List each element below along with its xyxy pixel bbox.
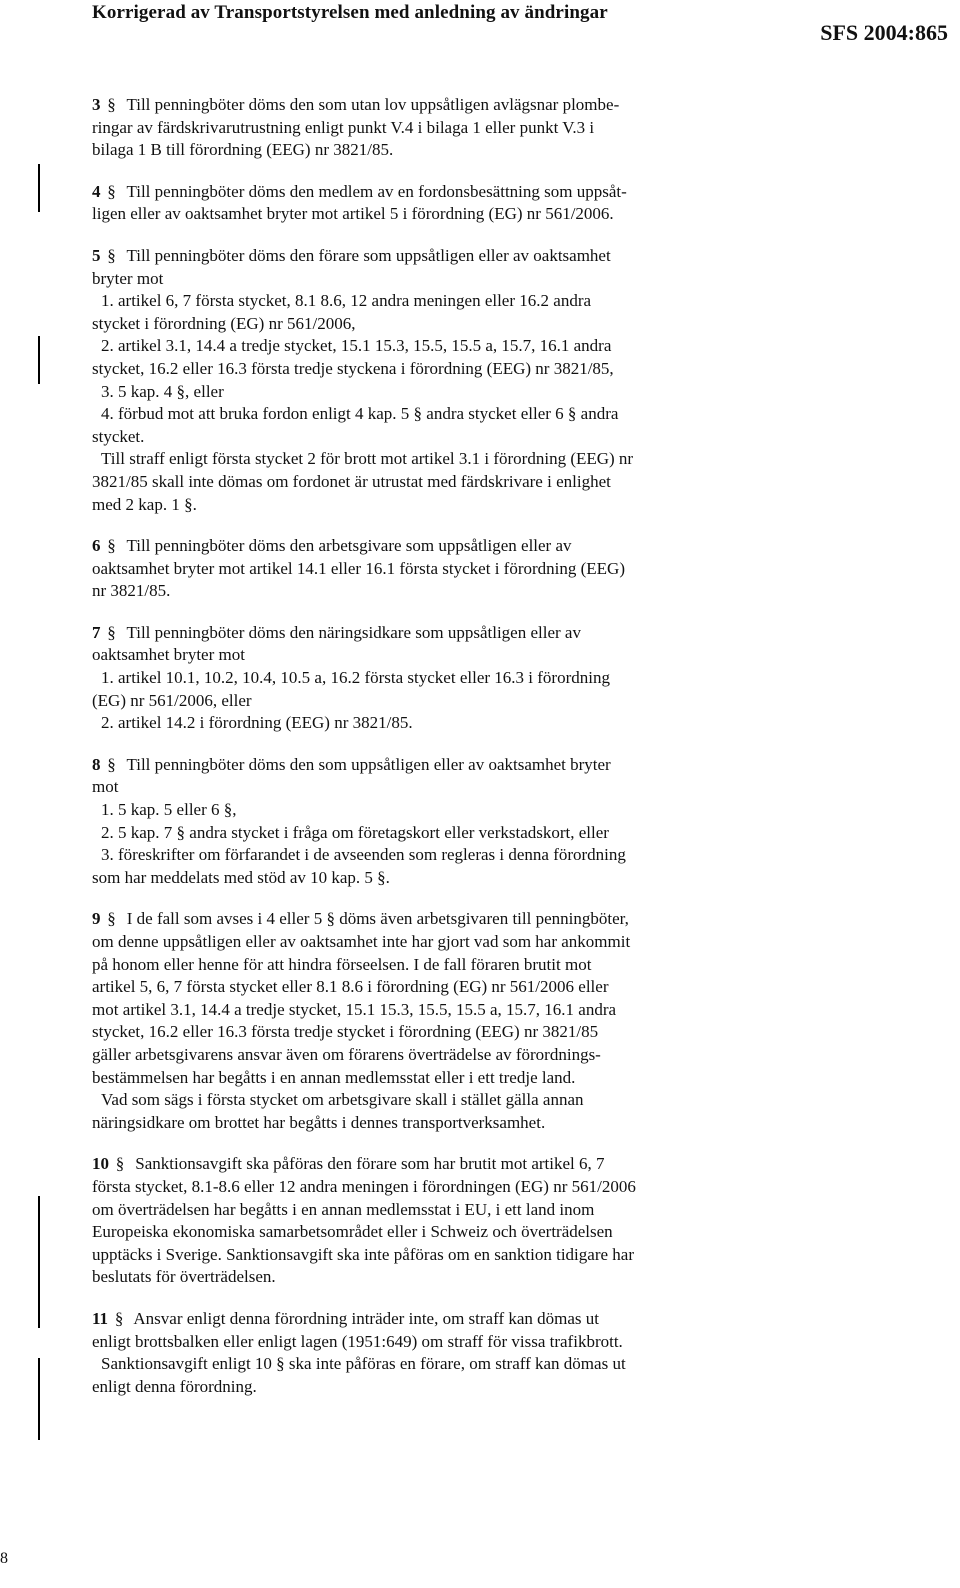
list-item: 3. 5 kap. 4 §, eller xyxy=(101,381,224,401)
text-line: om denne uppsåtligen eller av oaktsamhet inte har gjort vad som har ankommit xyxy=(92,932,631,951)
text-line: 3821/85 skall inte dömas om fordonet är utrustat med färdskrivare i enlighet xyxy=(92,471,611,491)
list-item: 1. artikel 6, 7 första stycket, 8.1 8.6, 12 andra meningen eller 16.2 andra xyxy=(101,291,592,311)
text-line: Sanktionsavgift ska påföras den förare som har brutit mot artikel 6, 7 xyxy=(135,1154,605,1174)
text-line: Till penningböter döms den näringsidkare som uppsåtligen eller av xyxy=(126,622,581,642)
sfs-number: SFS 2004:865 xyxy=(820,20,948,45)
text-line: (EG) nr 561/2006, eller xyxy=(92,690,252,710)
list-item: 2. artikel 14.2 i förordning (EEG) nr 3821/85. xyxy=(101,713,413,733)
section-number: 4 xyxy=(92,181,101,201)
section-4 xyxy=(92,181,728,226)
section-number: 10 xyxy=(92,1154,109,1174)
text-line: Sanktionsavgift enligt 10 § ska inte påföras en förare, om straff kan dömas ut xyxy=(101,1354,626,1374)
text-line: Till penningböter döms den arbetsgivare som uppsåtligen eller av xyxy=(126,536,572,556)
section-10 xyxy=(92,1153,728,1289)
text-line: Till straff enligt första stycket 2 för brott mot artikel 3.1 i förordning (EEG) nr xyxy=(101,449,634,469)
change-bar-section-11 xyxy=(38,1358,40,1440)
paragraph-sign: § xyxy=(115,1154,125,1174)
change-bar-section-4 xyxy=(38,164,40,212)
text-line: Vad som sägs i första stycket om arbetsgivare skall i stället gälla annan xyxy=(101,1090,584,1110)
section-9 xyxy=(92,908,728,1134)
text-line: enligt denna förordning. xyxy=(92,1376,257,1396)
change-bar-section-5 xyxy=(38,336,40,384)
text-line: på honom eller henne för att hindra förseelsen. I de fall föraren brutit mot xyxy=(92,954,592,974)
list-item: 3. föreskrifter om förfarandet i de avseenden som regleras i denna förordning xyxy=(101,845,626,865)
text-line: stycket, 16.2 eller 16.3 första tredje stycket i förordning (EEG) nr 3821/85 xyxy=(92,1022,599,1042)
text-line: Europeiska ekonomiska samarbetsområdet eller i Schweiz och överträdelsen xyxy=(92,1222,613,1242)
text-line: som har meddelats med stöd av 10 kap. 5 §. xyxy=(92,867,390,887)
change-bar-section-10 xyxy=(38,1196,40,1328)
paragraph-sign: § xyxy=(107,909,116,929)
page-header xyxy=(0,0,960,44)
list-item: 1. artikel 10.1, 10.2, 10.4, 10.5 a, 16.2 första stycket eller 16.3 i förordning xyxy=(101,668,610,688)
section-5 xyxy=(92,245,728,516)
paragraph-sign: § xyxy=(107,181,116,201)
text-line: med 2 kap. 1 §. xyxy=(92,494,197,514)
text-line: första stycket, 8.1-8.6 eller 12 andra meningen i förordningen (EG) nr 561/2006 xyxy=(92,1176,636,1196)
text-line: näringsidkare om brottet har begåtts i dennes transportverksamhet. xyxy=(92,1112,546,1132)
section-number: 7 xyxy=(92,622,101,642)
paragraph-sign: § xyxy=(107,245,116,265)
paragraph-sign: § xyxy=(107,536,116,556)
text-line: beslutats för överträdelsen. xyxy=(92,1267,276,1287)
text-line: ringar av färdskrivarutrustning enligt punkt V.4 i bilaga 1 eller punkt V.3 i xyxy=(92,117,595,137)
text-line: mot xyxy=(92,777,119,797)
text-line: upptäcks i Sverige. Sanktionsavgift ska inte påföras om en sanktion tidigare har xyxy=(92,1244,634,1264)
text-line: stycket. xyxy=(92,426,145,446)
section-11 xyxy=(92,1308,728,1398)
text-line: stycket i förordning (EG) nr 561/2006, xyxy=(92,313,356,333)
section-3 xyxy=(92,94,728,162)
section-number: 6 xyxy=(92,536,101,556)
paragraph-sign: § xyxy=(114,1308,124,1328)
text-line: ligen eller av oaktsamhet bryter mot artikel 5 i förordning (EG) nr 561/2006. xyxy=(92,204,614,224)
paragraph-sign: § xyxy=(107,754,116,774)
section-7 xyxy=(92,622,728,735)
document-body xyxy=(92,94,728,1398)
page-number: 8 xyxy=(0,1550,8,1567)
text-line: Till penningböter döms den som utan lov uppsåtligen avlägsnar plombe- xyxy=(126,95,620,114)
paragraph-sign: § xyxy=(107,95,116,114)
text-line: oaktsamhet bryter mot xyxy=(92,645,245,665)
text-line: stycket, 16.2 eller 16.3 första tredje styckena i förordning (EEG) nr 3821/85, xyxy=(92,358,614,378)
text-line: bilaga 1 B till förordning (EEG) nr 3821/85. xyxy=(92,140,394,160)
list-item: 2. 5 kap. 7 § andra stycket i fråga om företagskort eller verkstadskort, eller xyxy=(101,822,609,842)
text-line: enligt brottsbalken eller enligt lagen (1951:649) om straff för vissa trafikbrott. xyxy=(92,1331,623,1351)
text-line: gäller arbetsgivarens ansvar även om förarens överträdelse av förordnings- xyxy=(92,1044,601,1064)
text-line: nr 3821/85. xyxy=(92,581,171,601)
text-line: Till penningböter döms den medlem av en fordonsbesättning som uppsåt- xyxy=(126,181,627,201)
text-line: mot artikel 3.1, 14.4 a tredje stycket, 15.1 15.3, 15.5, 15.5 a, 15.7, 16.1 andra xyxy=(92,999,617,1019)
text-line: Till penningböter döms den förare som uppsåtligen eller av oaktsamhet xyxy=(126,245,611,265)
text-line: artikel 5, 6, 7 första stycket eller 8.1 8.6 i förordning (EG) nr 561/2006 eller xyxy=(92,977,609,997)
section-number: 5 xyxy=(92,245,101,265)
text-line: Till penningböter döms den som uppsåtligen eller av oaktsamhet bryter xyxy=(126,754,611,774)
section-number: 11 xyxy=(92,1308,109,1328)
paragraph-sign: § xyxy=(107,622,116,642)
section-number: 9 xyxy=(92,909,101,929)
text-line: I de fall som avses i 4 eller 5 § döms även arbetsgivaren till penningböter, xyxy=(126,909,629,929)
section-6 xyxy=(92,535,728,603)
text-line: oaktsamhet bryter mot artikel 14.1 eller 16.1 första stycket i förordning (EEG) xyxy=(92,558,625,578)
section-8 xyxy=(92,754,728,890)
text-line: Ansvar enligt denna förordning inträder inte, om straff kan dömas ut xyxy=(133,1308,600,1328)
text-line: bryter mot xyxy=(92,268,164,288)
list-item: 1. 5 kap. 5 eller 6 §, xyxy=(101,800,237,820)
text-line: om överträdelsen har begåtts i en annan medlemsstat i EU, i ett land inom xyxy=(92,1199,595,1219)
list-item: 2. artikel 3.1, 14.4 a tredje stycket, 15.1 15.3, 15.5, 15.5 a, 15.7, 16.1 andra xyxy=(101,336,612,356)
list-item: 4. förbud mot att bruka fordon enligt 4 kap. 5 § andra stycket eller 6 § andra xyxy=(101,404,619,424)
section-number: 8 xyxy=(92,754,101,774)
text-line: bestämmelsen har begåtts i en annan medlemsstat eller i ett tredje land. xyxy=(92,1067,576,1087)
header-title: Korrigerad av Transportstyrelsen med anledning av ändringar xyxy=(92,2,608,23)
section-number: 3 xyxy=(92,95,101,114)
